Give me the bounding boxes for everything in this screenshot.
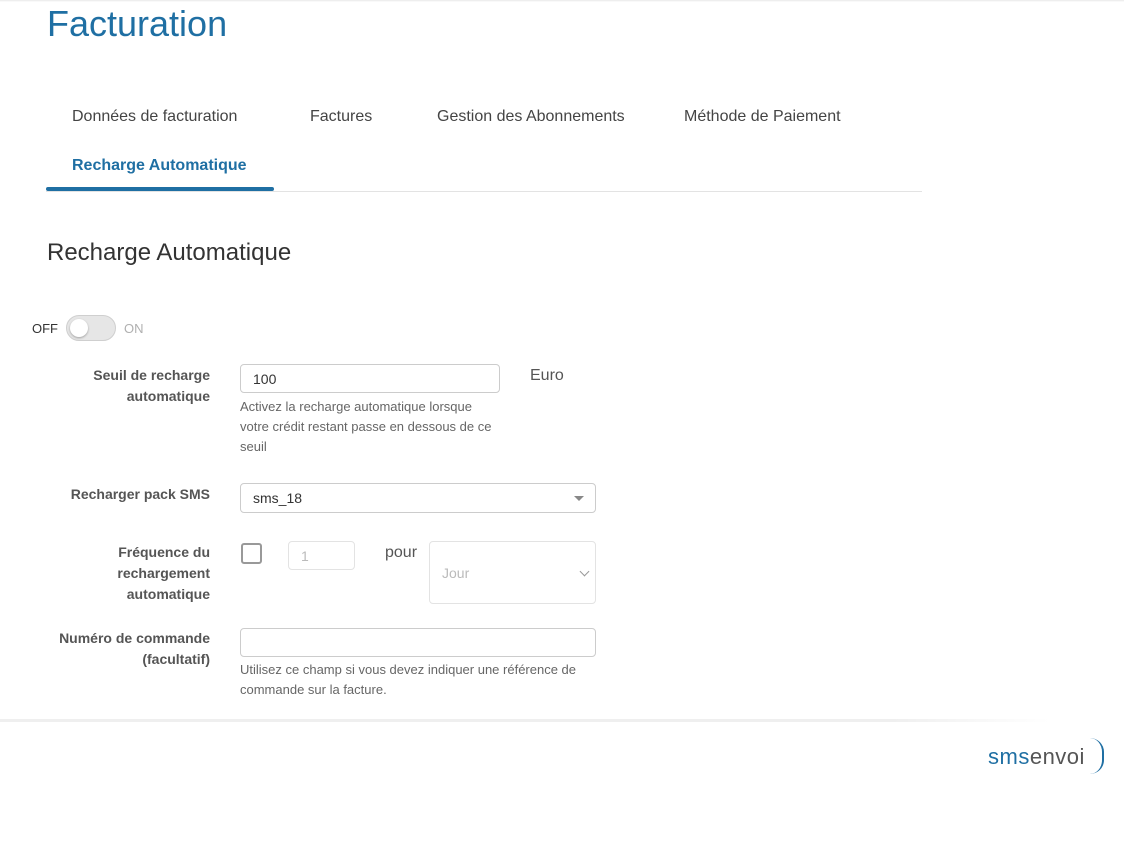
frequency-count-input[interactable]: [288, 541, 355, 570]
order-help: [240, 660, 576, 700]
pack-label: Recharger pack SMS: [70, 486, 210, 502]
threshold-unit: Euro: [530, 367, 564, 384]
frequency-checkbox[interactable]: [241, 543, 262, 564]
footer-divider: [0, 719, 1050, 722]
frequency-label-line1: Fréquence du: [118, 544, 210, 560]
toggle-on-label: ON: [124, 320, 144, 336]
frequency-count-placeholder: 1: [301, 547, 309, 564]
threshold-help: [240, 397, 491, 457]
tab-auto-recharge[interactable]: Recharge Automatique: [72, 157, 247, 174]
threshold-input[interactable]: [240, 364, 500, 393]
tab-bar: [46, 92, 922, 192]
active-tab-indicator: [46, 187, 274, 191]
frequency-period-value: Jour: [442, 564, 470, 581]
frequency-label-line3: automatique: [126, 586, 210, 602]
auto-recharge-toggle-row: [32, 315, 144, 341]
order-help-line1: Utilisez ce champ si vous devez indiquer une référence de: [240, 662, 577, 677]
tab-subscriptions[interactable]: Gestion des Abonnements: [437, 108, 625, 125]
chevron-down-icon: [580, 567, 590, 577]
section-title: Recharge Automatique: [47, 239, 292, 266]
threshold-label-line2: automatique: [126, 388, 210, 404]
tab-billing-data[interactable]: Données de facturation: [72, 108, 238, 125]
threshold-help-line2: votre crédit restant passe en dessous de ce: [240, 419, 492, 434]
frequency-label-line2: rechargement: [117, 565, 210, 581]
tab-invoices[interactable]: Factures: [310, 108, 373, 125]
logo-envoi-text: envoi: [1029, 744, 1085, 769]
auto-recharge-toggle[interactable]: [66, 315, 116, 341]
order-number-input[interactable]: [240, 628, 596, 657]
smsenvoi-logo: [988, 736, 1108, 778]
order-label-line2: (facultatif): [142, 651, 210, 667]
pack-select[interactable]: [240, 483, 596, 513]
caret-down-icon: [574, 496, 584, 501]
threshold-label: [40, 365, 210, 407]
frequency-period-select[interactable]: [429, 541, 596, 604]
threshold-value: 100: [253, 370, 277, 387]
threshold-help-line3: seuil: [240, 439, 267, 454]
logo-arc-icon: [1090, 738, 1104, 774]
order-help-line2: commande sur la facture.: [240, 682, 387, 697]
order-label: [40, 628, 210, 670]
toggle-knob: [70, 319, 88, 337]
toggle-off-label: OFF: [32, 320, 58, 336]
order-label-line1: Numéro de commande: [59, 630, 210, 646]
page-title: Facturation: [47, 3, 228, 44]
frequency-label: [40, 542, 210, 605]
logo-sms-text: sms: [988, 744, 1030, 769]
frequency-per-label: pour: [385, 544, 418, 561]
threshold-label-line1: Seuil de recharge: [93, 367, 210, 383]
tab-payment-method[interactable]: Méthode de Paiement: [684, 108, 841, 125]
threshold-help-line1: Activez la recharge automatique lorsque: [240, 399, 472, 414]
pack-select-value: sms_18: [253, 490, 303, 506]
